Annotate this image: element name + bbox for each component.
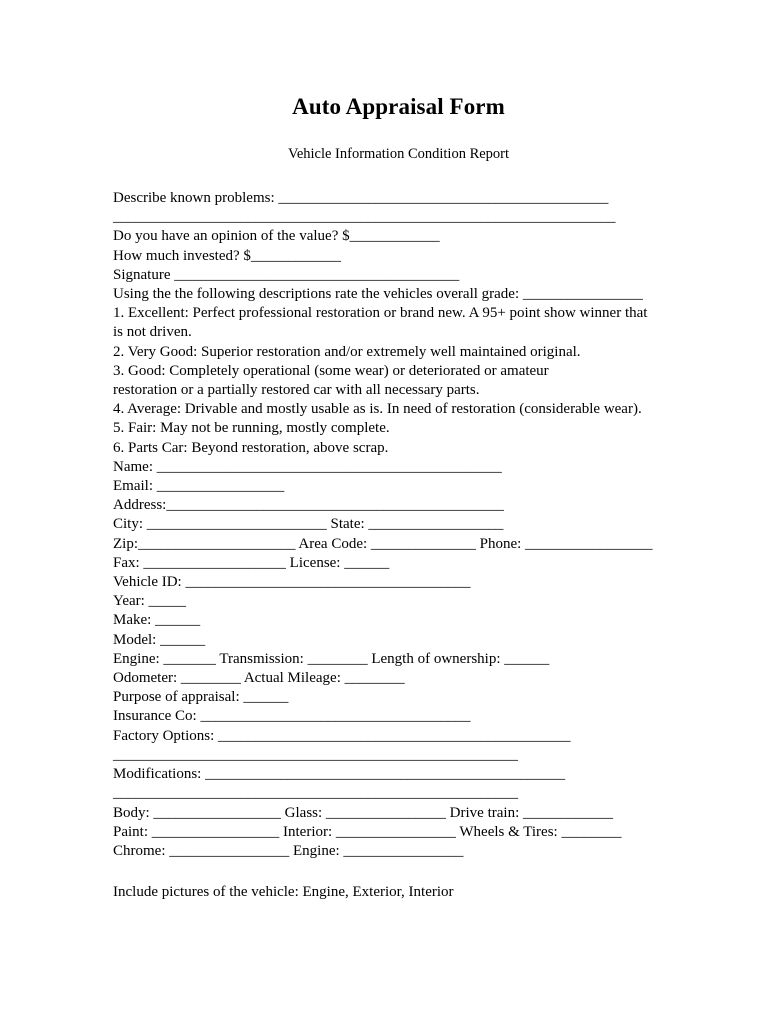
form-line: Signature ______________________________________ xyxy=(113,266,460,283)
form-line: ______________________________________________________ xyxy=(113,746,518,763)
form-line: City: ________________________ State: __________________ xyxy=(113,516,504,533)
form-line: Year: _____ xyxy=(113,593,187,610)
form-line: Using the the following descriptions rate the vehicles overall grade: ________________ xyxy=(113,286,643,303)
form-line: Insurance Co: ____________________________________ xyxy=(113,708,471,725)
form-line: restoration or a partially restored car with all necessary parts. xyxy=(113,382,480,399)
form-body xyxy=(113,189,684,861)
form-line: Name: ______________________________________________ xyxy=(113,458,502,475)
form-line: How much invested? $____________ xyxy=(113,247,341,264)
form-line: Purpose of appraisal: ______ xyxy=(113,689,289,706)
form-line: Describe known problems: ____________________________________________ xyxy=(113,190,609,206)
form-line: Engine: _______ Transmission: ________ Length of ownership: ______ xyxy=(113,650,550,667)
form-line: Modifications: ________________________________________________ xyxy=(113,766,566,783)
form-line: Factory Options: _______________________________________________ xyxy=(113,727,571,744)
form-line: Do you have an opinion of the value? $____________ xyxy=(113,228,440,245)
form-line: is not driven. xyxy=(113,324,192,341)
form-line: 3. Good: Completely operational (some wear) or deteriorated or amateur xyxy=(113,362,549,379)
form-line: Vehicle ID: ______________________________________ xyxy=(113,574,471,591)
page-title: Auto Appraisal Form xyxy=(292,94,505,119)
form-line: Odometer: ________ Actual Mileage: ________ xyxy=(113,670,405,687)
form-line: Chrome: ________________ Engine: ________________ xyxy=(113,842,464,859)
closing-note: Include pictures of the vehicle: Engine, Exterior, Interior xyxy=(113,884,454,901)
form-line: Address:_____________________________________________ xyxy=(113,497,504,514)
form-line: 1. Excellent: Perfect professional restoration or brand new. A 95+ point show winner that xyxy=(113,305,648,322)
form-line: ___________________________________________________________________ xyxy=(113,209,616,226)
form-line: Fax: ___________________ License: ______ xyxy=(113,554,390,571)
form-line: Email: _________________ xyxy=(113,478,285,495)
form-line: 4. Average: Drivable and mostly usable as is. In need of restoration (considerable wear). xyxy=(113,401,642,418)
form-line: ______________________________________________________ xyxy=(113,785,518,802)
form-line: Model: ______ xyxy=(113,631,206,648)
form-line: Paint: _________________ Interior: ________________ Wheels & Tires: ________ xyxy=(113,823,622,840)
page-subtitle: Vehicle Information Condition Report xyxy=(287,146,510,162)
form-line: 5. Fair: May not be running, mostly complete. xyxy=(113,420,390,437)
form-line: Make: ______ xyxy=(113,612,201,629)
form-line: Zip:_____________________ Area Code: ______________ Phone: _________________ xyxy=(113,535,653,552)
form-line: 2. Very Good: Superior restoration and/or extremely well maintained original. xyxy=(113,343,581,360)
form-line: 6. Parts Car: Beyond restoration, above scrap. xyxy=(113,439,389,456)
form-line: Body: _________________ Glass: ________________ Drive train: ____________ xyxy=(113,804,613,821)
